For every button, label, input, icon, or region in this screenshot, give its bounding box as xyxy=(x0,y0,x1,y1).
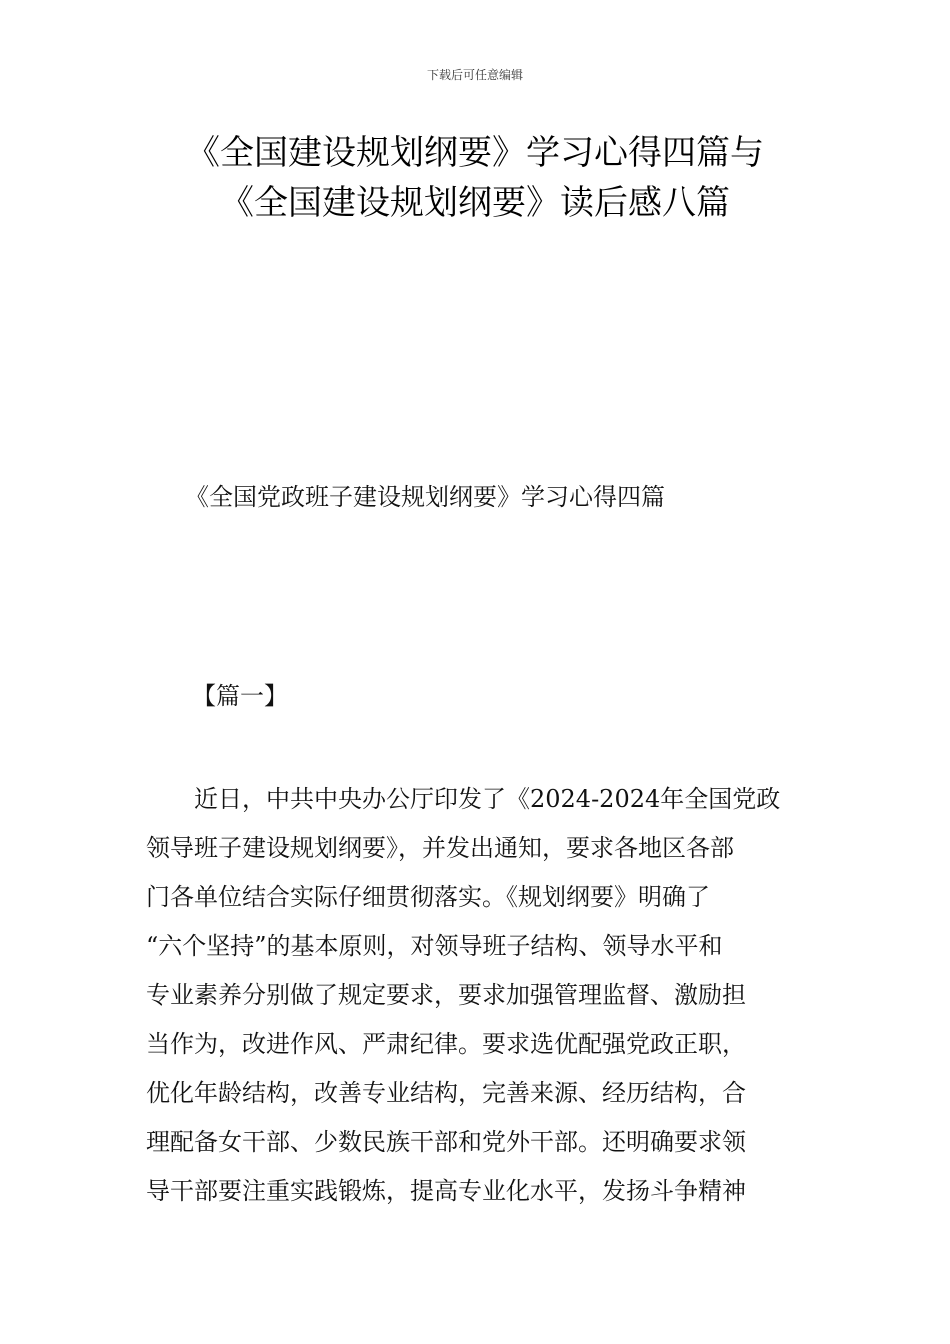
paragraph-line: 导干部要注重实践锻炼，提高专业化水平，发扬斗争精神 xyxy=(146,1177,746,1205)
paragraph-line: 近日，中共中央办公厅印发了《2024-2024年全国党政 xyxy=(146,785,781,813)
document-title xyxy=(0,128,950,228)
paragraph-line: 专业素养分别做了规定要求，要求加强管理监督、激励担 xyxy=(146,981,746,1009)
document-title-line-2: 《全国建设规划纲要》读后感八篇 xyxy=(220,183,730,223)
body-paragraph xyxy=(146,775,806,1216)
paragraph-line: 门各单位结合实际仔细贯彻落实。《规划纲要》明确了 xyxy=(146,883,710,911)
section-title: 《全国党政班子建设规划纲要》学习心得四篇 xyxy=(185,483,665,511)
chapter-label: 【篇一】 xyxy=(192,682,288,710)
paragraph-line: 优化年龄结构，改善专业结构，完善来源、经历结构，合 xyxy=(146,1079,746,1107)
paragraph-line: 当作为，改进作风、严肃纪律。要求选优配强党政正职， xyxy=(146,1030,746,1058)
document-title-line-1: 《全国建设规划纲要》学习心得四篇与 xyxy=(186,133,764,173)
paragraph-line: 领导班子建设规划纲要》，并发出通知，要求各地区各部 xyxy=(146,834,734,862)
header-note: 下载后可任意编辑 xyxy=(426,68,523,82)
paragraph-line: 理配备女干部、少数民族干部和党外干部。还明确要求领 xyxy=(146,1128,746,1156)
paragraph-line: “六个坚持”的基本原则，对领导班子结构、领导水平和 xyxy=(146,932,723,960)
